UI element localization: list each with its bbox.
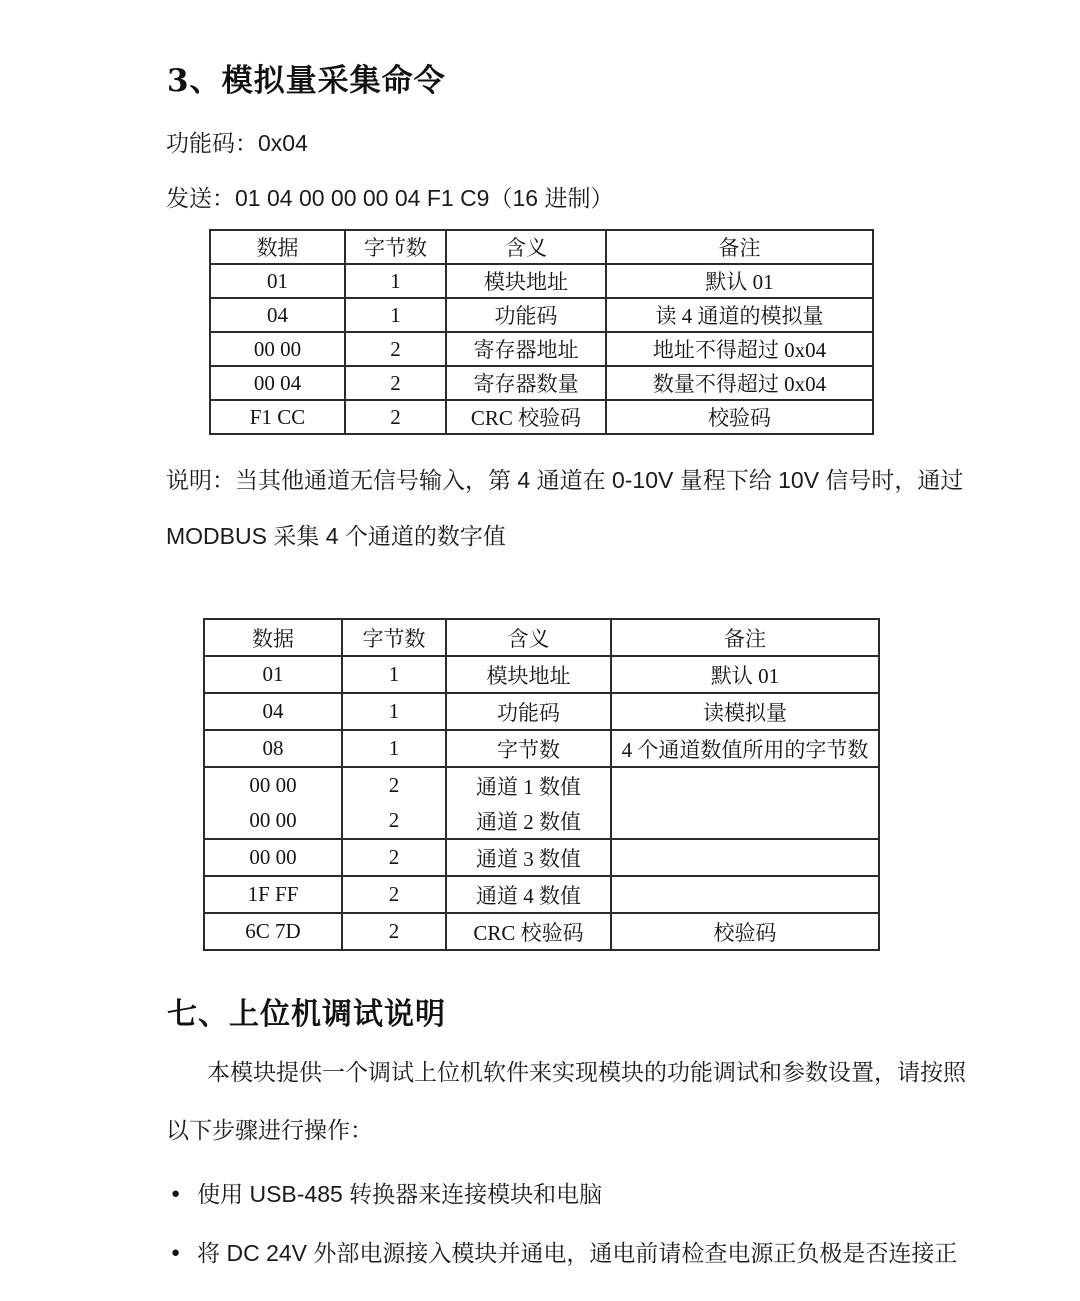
- cell-data: 00 00: [204, 767, 342, 803]
- cell-remark: 数量不得超过 0x04: [606, 366, 873, 400]
- response-frame-table: [203, 618, 880, 951]
- cell-meaning: 通道 1 数值: [446, 767, 611, 803]
- cell-data: 00 00: [204, 839, 342, 876]
- cell-remark: 读 4 通道的模拟量: [606, 298, 873, 332]
- table-header-row: [210, 230, 873, 264]
- table-row: [210, 332, 873, 366]
- request-frame-table: [209, 229, 874, 435]
- cell-meaning: 功能码: [446, 693, 611, 730]
- table-row: [204, 767, 879, 803]
- column-header: 数据: [204, 619, 342, 656]
- column-header: 备注: [606, 230, 873, 264]
- cell-bytes: 2: [342, 913, 446, 950]
- column-header: 字节数: [342, 619, 446, 656]
- cell-bytes: 2: [345, 332, 446, 366]
- bullet-icon: ●: [171, 1244, 181, 1261]
- table-row: [204, 803, 879, 839]
- cell-bytes: 2: [345, 366, 446, 400]
- send-command-line: 发送：01 04 00 00 00 04 F1 C9（16 进制）: [166, 185, 614, 211]
- cell-meaning: 功能码: [446, 298, 606, 332]
- bullet-text: 将 DC 24V 外部电源接入模块并通电，通电前请检查电源正负极是否连接正: [197, 1240, 958, 1266]
- bullet-item: [171, 1180, 602, 1208]
- table-header-row: [204, 619, 879, 656]
- cell-remark: [611, 876, 879, 913]
- table-row: [204, 876, 879, 913]
- note-line-1: 说明：当其他通道无信号输入，第 4 通道在 0-10V 量程下给 10V 信号时，通过: [166, 467, 964, 493]
- cell-remark: 默认 01: [606, 264, 873, 298]
- cell-bytes: 1: [342, 730, 446, 767]
- cell-remark: 4 个通道数值所用的字节数: [611, 730, 879, 767]
- cell-bytes: 2: [342, 803, 446, 839]
- column-header: 含义: [446, 230, 606, 264]
- column-header: 含义: [446, 619, 611, 656]
- table-row: [210, 264, 873, 298]
- cell-meaning: CRC 校验码: [446, 400, 606, 434]
- cell-meaning: 通道 2 数值: [446, 803, 611, 839]
- cell-remark: [611, 767, 879, 803]
- cell-meaning: 寄存器数量: [446, 366, 606, 400]
- cell-data: 00 00: [204, 803, 342, 839]
- column-header: 备注: [611, 619, 879, 656]
- cell-remark: [611, 803, 879, 839]
- table-row: [204, 693, 879, 730]
- cell-meaning: 模块地址: [446, 264, 606, 298]
- cell-meaning: 寄存器地址: [446, 332, 606, 366]
- cell-data: 01: [210, 264, 345, 298]
- cell-meaning: CRC 校验码: [446, 913, 611, 950]
- cell-data: 6C 7D: [204, 913, 342, 950]
- cell-bytes: 2: [342, 876, 446, 913]
- cell-data: 04: [210, 298, 345, 332]
- cell-data: F1 CC: [210, 400, 345, 434]
- table-row: [210, 298, 873, 332]
- bullet-text: 使用 USB-485 转换器来连接模块和电脑: [197, 1181, 603, 1207]
- table-row: [204, 839, 879, 876]
- cell-data: 01: [204, 656, 342, 693]
- section7-paragraph-line-2: 以下步骤进行操作：: [166, 1117, 373, 1143]
- cell-bytes: 2: [342, 767, 446, 803]
- cell-remark: [611, 839, 879, 876]
- cell-bytes: 1: [345, 298, 446, 332]
- cell-meaning: 模块地址: [446, 656, 611, 693]
- table-row: [204, 656, 879, 693]
- cell-data: 00 04: [210, 366, 345, 400]
- cell-meaning: 字节数: [446, 730, 611, 767]
- cell-remark: 地址不得超过 0x04: [606, 332, 873, 366]
- bullet-item: [171, 1239, 957, 1267]
- cell-data: 00 00: [210, 332, 345, 366]
- cell-remark: 校验码: [606, 400, 873, 434]
- section7-paragraph-line-1: 本模块提供一个调试上位机软件来实现模块的功能调试和参数设置，请按照: [207, 1059, 966, 1085]
- section3-heading: 3、模拟量采集命令: [167, 63, 446, 99]
- column-header: 字节数: [345, 230, 446, 264]
- table-row: [204, 913, 879, 950]
- cell-bytes: 2: [345, 400, 446, 434]
- column-header: 数据: [210, 230, 345, 264]
- cell-meaning: 通道 4 数值: [446, 876, 611, 913]
- function-code-line: 功能码：0x04: [166, 130, 308, 156]
- section7-heading: 七、上位机调试说明: [167, 997, 446, 1032]
- table-row: [210, 400, 873, 434]
- cell-data: 08: [204, 730, 342, 767]
- cell-bytes: 2: [342, 839, 446, 876]
- cell-remark: 校验码: [611, 913, 879, 950]
- cell-bytes: 1: [345, 264, 446, 298]
- cell-data: 04: [204, 693, 342, 730]
- cell-data: 1F FF: [204, 876, 342, 913]
- cell-bytes: 1: [342, 693, 446, 730]
- note-line-2: MODBUS 采集 4 个通道的数字值: [166, 523, 506, 549]
- cell-meaning: 通道 3 数值: [446, 839, 611, 876]
- cell-remark: 读模拟量: [611, 693, 879, 730]
- bullet-icon: ●: [171, 1185, 181, 1202]
- cell-remark: 默认 01: [611, 656, 879, 693]
- cell-bytes: 1: [342, 656, 446, 693]
- table-row: [210, 366, 873, 400]
- table-row: [204, 730, 879, 767]
